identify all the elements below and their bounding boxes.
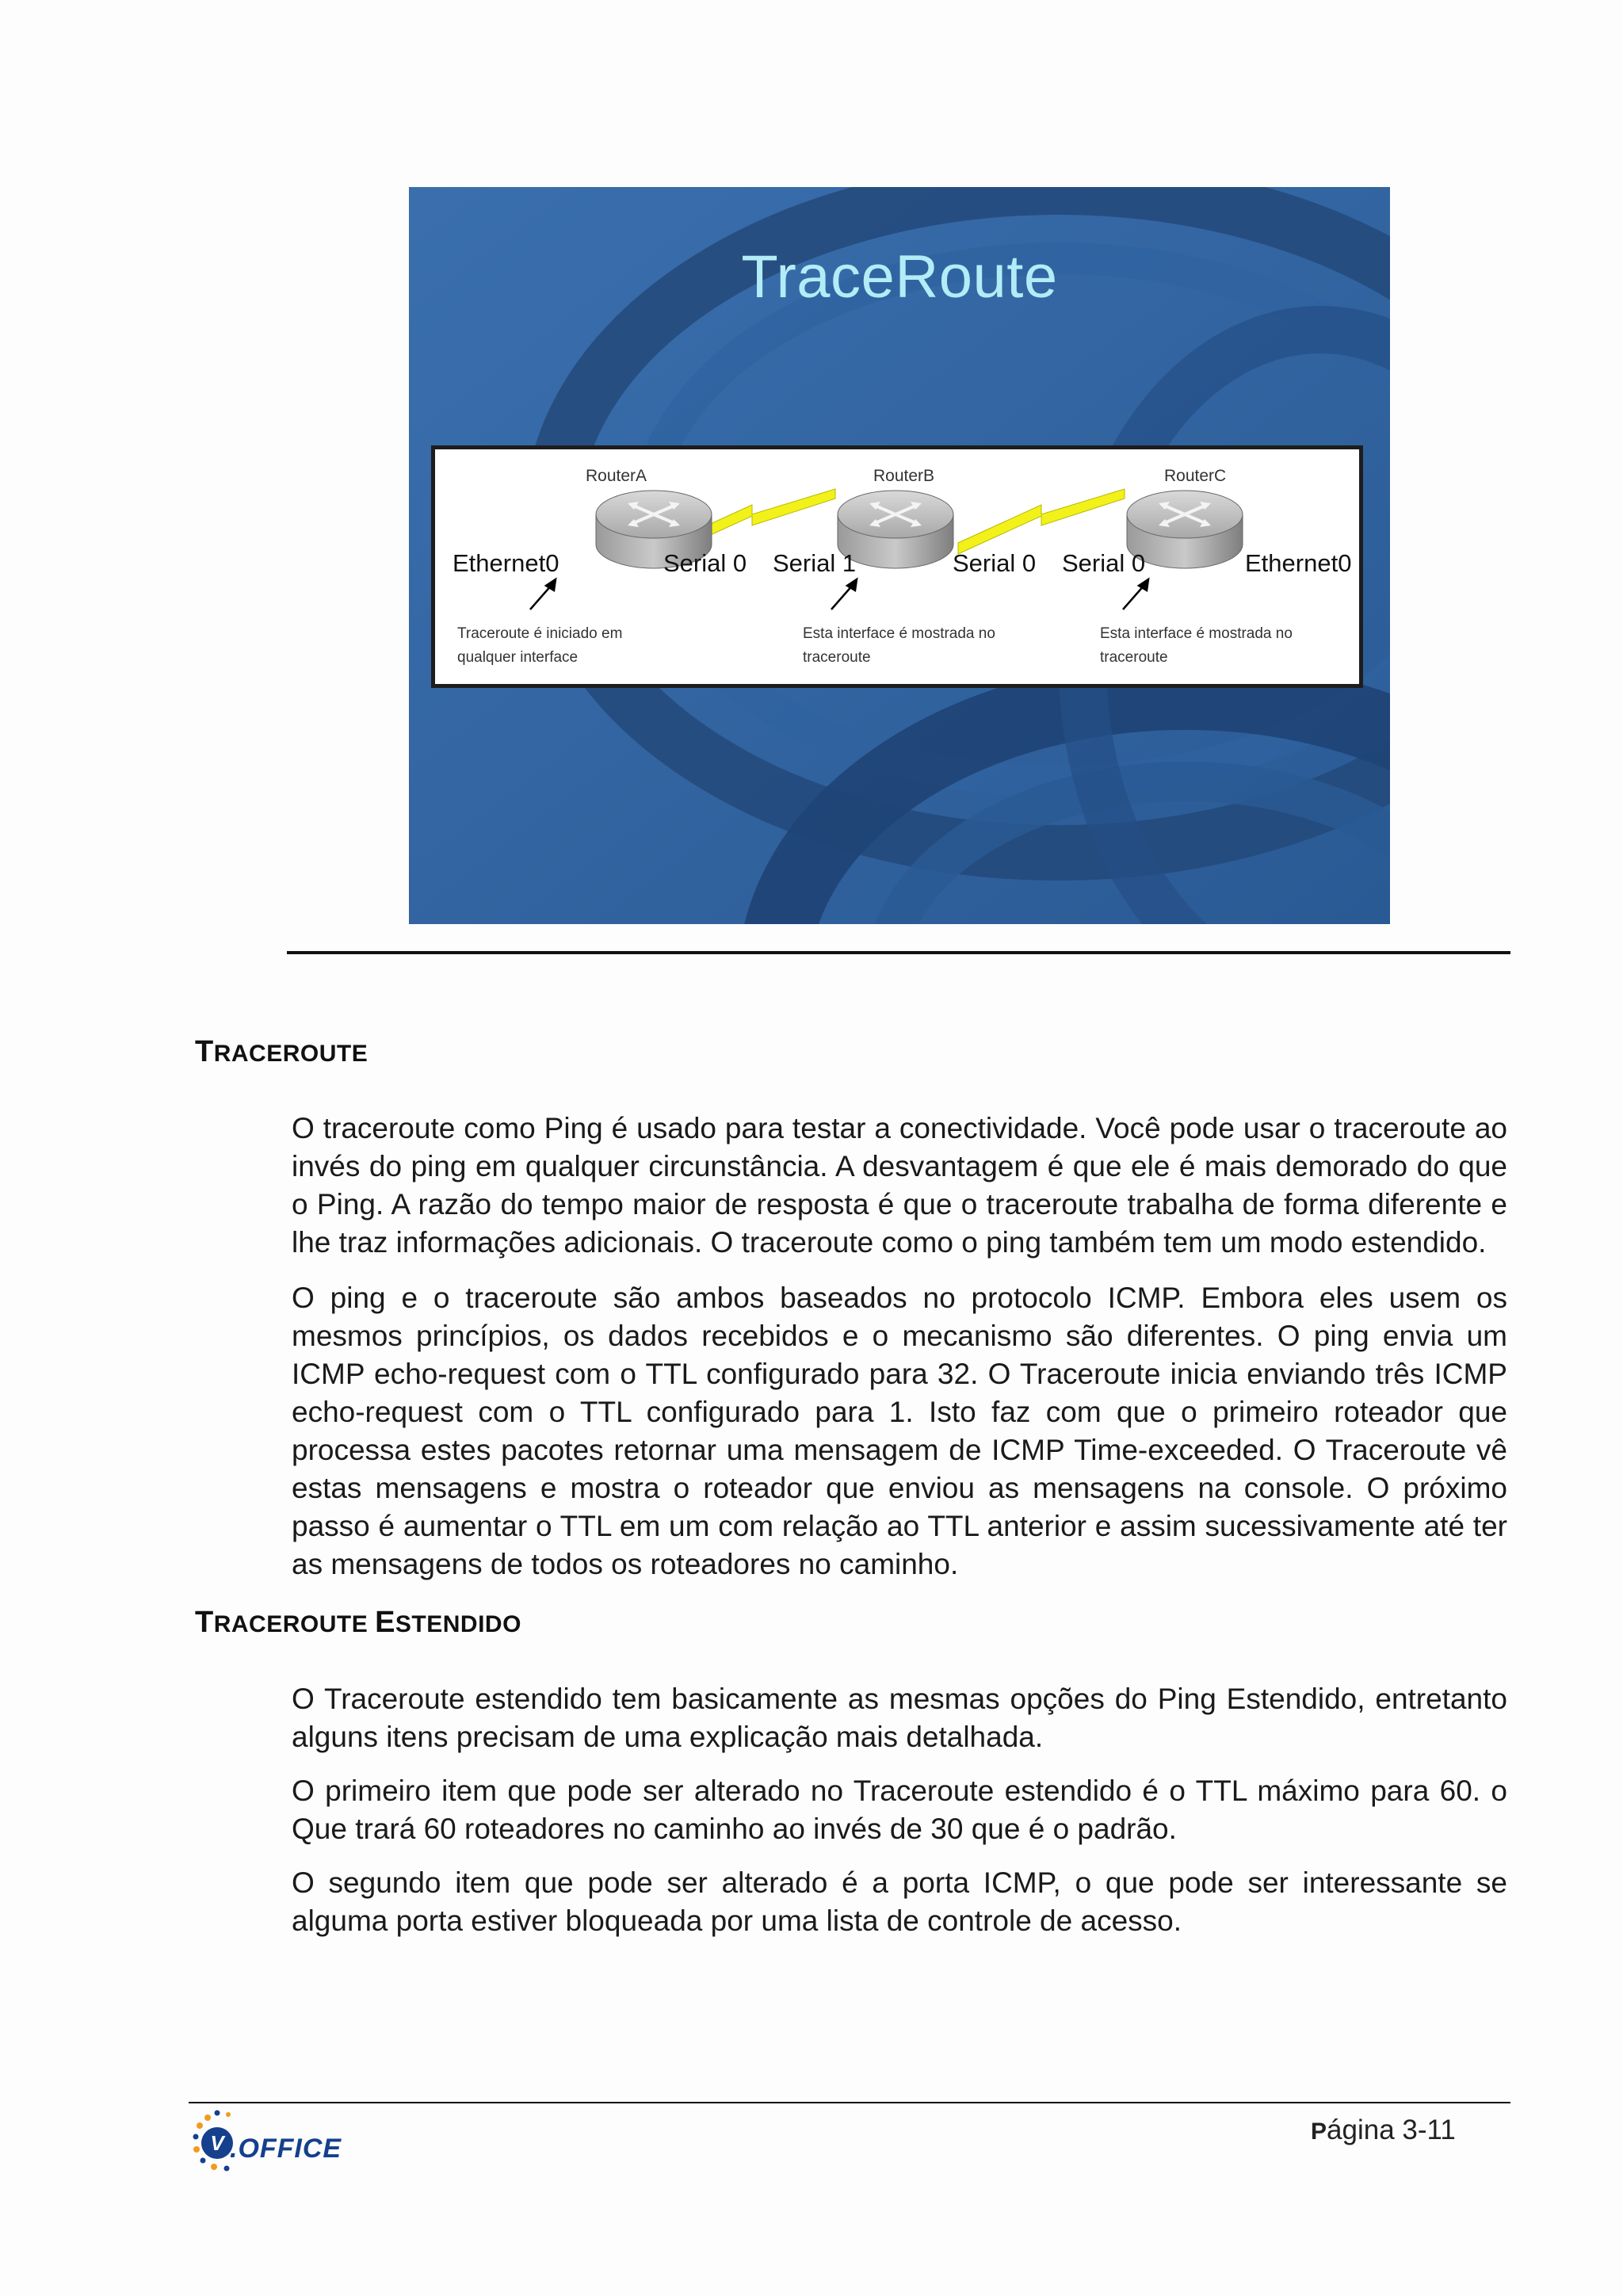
- serial-link-bc: [958, 489, 1125, 554]
- page-number: [1311, 2115, 1456, 2146]
- router-c-label: RouterC: [1164, 467, 1227, 485]
- heading-rest: RACEROUTE: [213, 1611, 376, 1637]
- paragraph: O segundo item que pode ser alterado é a porta ICMP, o que pode ser interessante se alguma porta estiver bloqueada por uma lista de controle de acesso.: [292, 1866, 1507, 1937]
- diagram-note: Esta interface é mostrada no traceroute: [803, 625, 995, 666]
- paragraph: O traceroute como Ping é usado para testar a conectividade. Você pode usar o traceroute ao invés do ping em qualquer circunstância. A desvantagem é que ele é mais demorado do que o Ping. A razão do tempo maior de resposta é que o traceroute trabalha de forma diferente e lhe traz informações adicionais. O traceroute como o ping também tem um modo estendido.: [292, 1112, 1507, 1259]
- page-number-text: ágina 3-11: [1327, 2115, 1456, 2145]
- section-heading-traceroute: [195, 1035, 368, 1069]
- paragraph: O ping e o traceroute são ambos baseados no protocolo ICMP. Embora eles usem os mesmos princípios, os dados recebidos e o mecanismo são diferentes. O ping envia um ICMP echo-request com o TTL configurado para 32. O Traceroute inicia enviando três ICMP echo-request com o TTL configurado para 1. Isto faz com que o primeiro roteador que processa estes pacotes retornar uma mensagem de ICMP Time-exceeded. O Traceroute vê estas mensagens e mostra o roteador que enviou as mensagens na console. O próximo passo é aumentar o TTL em um com relação ao TTL anterior e assim sucessivamente até ter as mensagens de todos os roteadores no caminho.: [292, 1282, 1507, 1580]
- diagram-note: Traceroute é iniciado em qualquer interface: [457, 625, 623, 666]
- interface-label: Ethernet0: [453, 549, 559, 577]
- diagram-note: Esta interface é mostrada no traceroute: [1100, 625, 1293, 666]
- section-divider: [287, 951, 1510, 954]
- interface-label: Serial 1: [773, 549, 857, 577]
- interface-label: Ethernet0: [1245, 549, 1352, 577]
- network-diagram: [431, 445, 1363, 688]
- interface-label: Serial 0: [663, 549, 747, 577]
- page-number-initial: P: [1311, 2118, 1327, 2145]
- interface-label: Serial 0: [953, 549, 1037, 577]
- heading-initial: T: [195, 1035, 214, 1068]
- router-a-label: RouterA: [586, 467, 647, 485]
- footer-divider: [189, 2102, 1510, 2103]
- section-heading-traceroute-estendido: [195, 1606, 521, 1640]
- paragraph: O primeiro item que pode ser alterado no Traceroute estendido é o TTL máximo para 60. o Que trará 60 roteadores no caminho ao invés de 30 que é o padrão.: [292, 1775, 1507, 1845]
- logo-letter: V: [210, 2131, 224, 2155]
- paragraph: O Traceroute estendido tem basicamente as mesmas opções do Ping Estendido, entretanto alguns itens precisam de uma explicação mais detalhada.: [292, 1683, 1507, 1753]
- slide-title: TraceRoute: [741, 243, 1058, 311]
- heading-rest: STENDIDO: [395, 1611, 521, 1637]
- router-b-label: RouterB: [873, 467, 935, 485]
- interface-label: Serial 0: [1062, 549, 1146, 577]
- heading-initial: T: [195, 1606, 214, 1639]
- slide-image: [409, 187, 1390, 924]
- heading-rest: RACEROUTE: [213, 1041, 369, 1067]
- heading-initial: E: [375, 1606, 395, 1639]
- logo-text: .OFFICE: [230, 2134, 342, 2164]
